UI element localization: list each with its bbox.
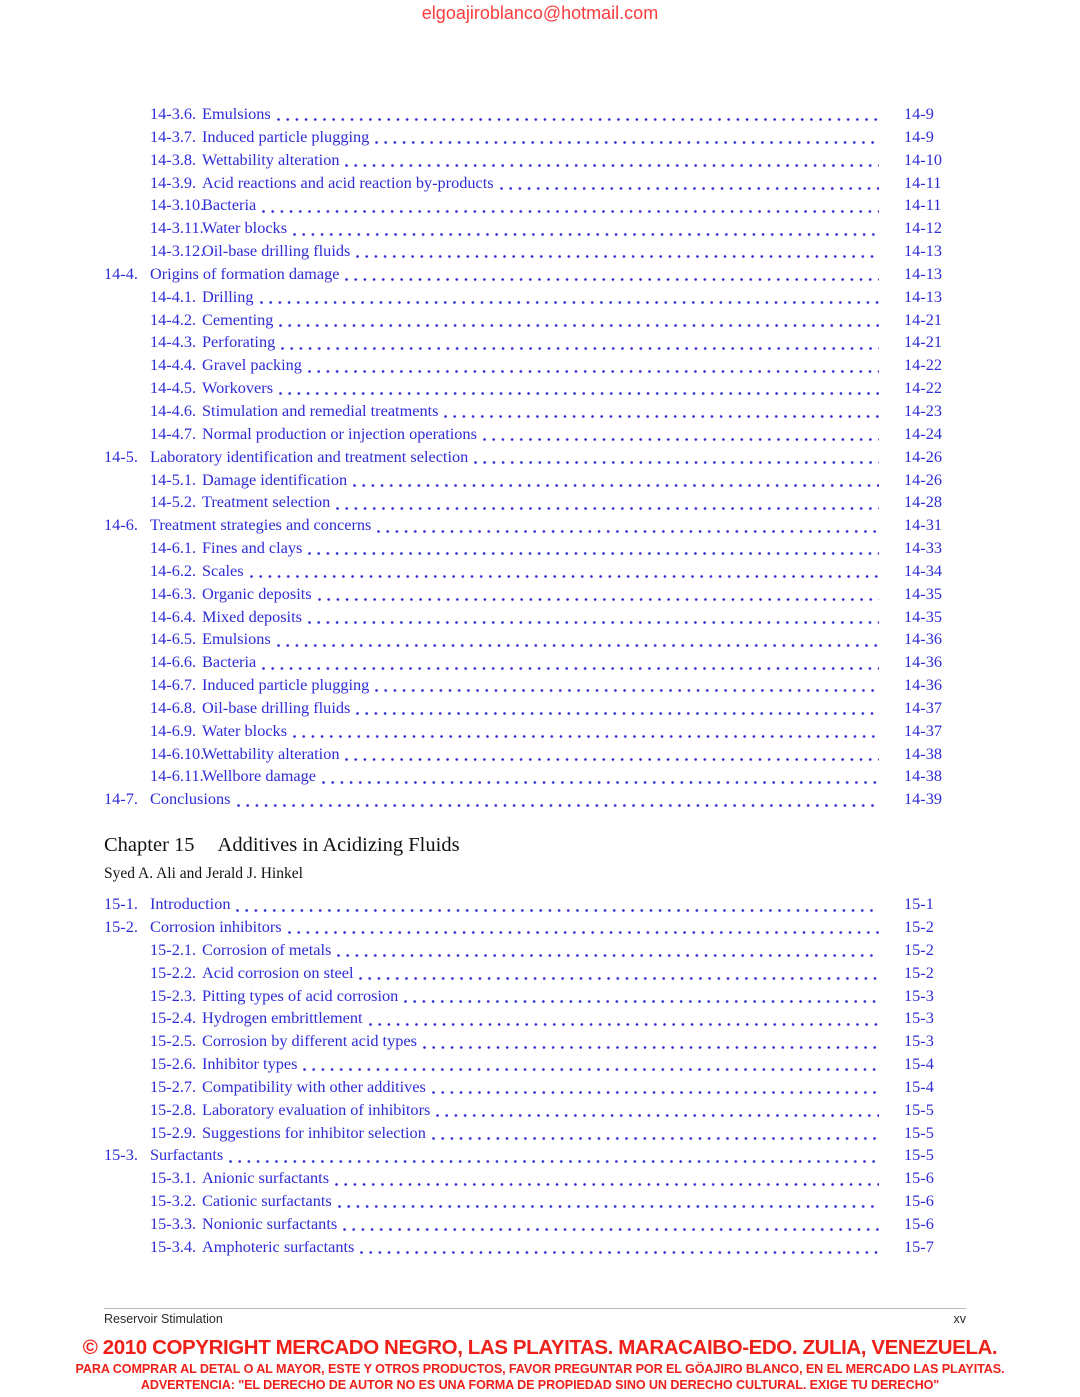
- toc-entry-title: Wellbore damage: [202, 766, 316, 786]
- toc-entry-number: 14-6.2.: [150, 560, 197, 580]
- toc-entry-number: 15-2.8.: [150, 1099, 197, 1119]
- toc-entry: [104, 674, 966, 697]
- toc-entry-page: 14-13: [904, 241, 942, 261]
- toc-entry-title: Pitting types of acid corrosion: [202, 985, 399, 1005]
- toc-entry-page: 15-5: [904, 1145, 934, 1165]
- toc-entry: [104, 939, 966, 962]
- toc-entry-number: 15-2.7.: [150, 1076, 197, 1096]
- toc-entry-title: Normal production or injection operations: [202, 423, 477, 443]
- toc-entry-number: 15-2.5.: [150, 1031, 197, 1051]
- toc-entry-page: 15-7: [904, 1236, 934, 1256]
- toc-entry-page: 14-37: [904, 720, 942, 740]
- chapter15-heading: [104, 832, 966, 858]
- toc-entry: [104, 560, 966, 583]
- toc-entry-page: 14-21: [904, 309, 942, 329]
- copyright-line2: PARA COMPRAR AL DETAL O AL MAYOR, ESTE Y OTROS PRODUCTOS, FAVOR PREGUNTAR POR EL GÖAJIRO BLANCO, EN EL MERCADO LAS PLAYITAS.: [75, 1362, 1005, 1376]
- dot-leader: [329, 1167, 879, 1190]
- toc-entry-number: 14-4.2.: [150, 309, 197, 329]
- toc-entry-page: 15-5: [904, 1122, 934, 1142]
- toc-entry-number: 14-6.8.: [150, 697, 197, 717]
- toc-entry: [104, 1099, 966, 1122]
- toc-entry-page: 15-4: [904, 1076, 934, 1096]
- toc-entry-page: 15-5: [904, 1099, 934, 1119]
- dot-leader: [316, 765, 879, 788]
- dot-leader: [287, 720, 879, 743]
- toc-entry-title: Hydrogen embrittlement: [202, 1008, 363, 1028]
- toc-entry-page: 14-36: [904, 675, 942, 695]
- toc-entry-page: 14-26: [904, 446, 942, 466]
- toc-entry-number: 14-3.10.: [150, 195, 205, 215]
- toc-entry-title: Suggestions for inhibitor selection: [202, 1122, 426, 1142]
- dot-leader: [354, 1236, 879, 1259]
- header-email: elgoajiroblanco@hotmail.com: [421, 3, 659, 23]
- toc-entry-title: Laboratory identification and treatment selection: [150, 446, 469, 466]
- toc-entry: [104, 240, 966, 263]
- dot-leader: [254, 286, 879, 309]
- dot-leader: [369, 674, 879, 697]
- toc-entry-number: 14-6.9.: [150, 720, 197, 740]
- toc-entry: [104, 893, 966, 916]
- dot-leader: [339, 263, 879, 286]
- toc-entry-page: 14-13: [904, 286, 942, 306]
- dot-leader: [371, 514, 879, 537]
- toc-entry-number: 14-3.6.: [150, 104, 197, 123]
- toc-entry-title: Nonionic surfactants: [202, 1213, 338, 1233]
- toc-entry: [104, 377, 966, 400]
- toc-entry: [104, 423, 966, 446]
- toc-entry: [104, 1167, 966, 1190]
- toc-entry-number: 14-5.1.: [150, 469, 197, 489]
- toc-entry-page: 15-2: [904, 962, 934, 982]
- toc-entry-page: 15-6: [904, 1213, 934, 1233]
- toc-entry-title: Corrosion by different acid types: [202, 1031, 417, 1051]
- dot-leader: [430, 1099, 879, 1122]
- toc-entry-number: 15-2.1.: [150, 939, 197, 959]
- toc-entry: [104, 286, 966, 309]
- dot-leader: [398, 985, 879, 1008]
- toc-entry-number: 15-3.1.: [150, 1168, 197, 1188]
- toc-entry-page: 14-23: [904, 400, 942, 420]
- toc-entry-page: 15-3: [904, 1008, 934, 1028]
- dot-leader: [330, 491, 879, 514]
- toc-entry: [104, 469, 966, 492]
- dot-leader: [494, 172, 879, 195]
- toc-entry-title: Acid reactions and acid reaction by-products: [202, 172, 494, 192]
- toc-entry-title: Cementing: [202, 309, 274, 329]
- toc-entry-title: Oil-base drilling fluids: [202, 697, 351, 717]
- toc-entry: [104, 194, 966, 217]
- toc-entry: [104, 514, 966, 537]
- toc-entry-title: Laboratory evaluation of inhibitors: [202, 1099, 431, 1119]
- toc-entry-page: 14-9: [904, 104, 934, 123]
- toc-entry-title: Drilling: [202, 286, 254, 306]
- toc-entry-number: 15-2.4.: [150, 1008, 197, 1028]
- toc-entry: [104, 126, 966, 149]
- toc-entry: [104, 583, 966, 606]
- toc-entry-number: 15-3.3.: [150, 1213, 197, 1233]
- toc-entry-title: Water blocks: [202, 720, 288, 740]
- toc-entry-page: 15-3: [904, 1031, 934, 1051]
- toc-entry-page: 14-13: [904, 263, 942, 283]
- toc-entry-page: 15-1: [904, 894, 934, 914]
- toc-entry-number: 14-4.5.: [150, 378, 197, 398]
- toc-entry: [104, 400, 966, 423]
- toc-entry: [104, 491, 966, 514]
- toc-entry: [104, 1076, 966, 1099]
- toc-entry: [104, 1144, 966, 1167]
- toc-entry-number: 14-3.11.: [150, 218, 204, 238]
- toc-entry-number: 14-3.8.: [150, 149, 197, 169]
- toc-entry-number: 14-5.2.: [150, 492, 197, 512]
- toc-entry-page: 14-11: [904, 172, 942, 192]
- toc-entry: [104, 537, 966, 560]
- toc-chapter15-list: [104, 893, 966, 1259]
- dot-leader: [244, 560, 879, 583]
- toc-entry: [104, 1007, 966, 1030]
- toc-entry-page: 14-33: [904, 538, 942, 558]
- toc-entry: [104, 103, 966, 126]
- dot-leader: [332, 1190, 879, 1213]
- toc-entry-title: Induced particle plugging: [202, 675, 370, 695]
- footer-divider: [104, 1308, 966, 1309]
- toc-entry-title: Compatibility with other additives: [202, 1076, 426, 1096]
- dot-leader: [231, 788, 879, 811]
- toc-entry-number: 14-5.: [104, 446, 138, 466]
- toc-entry-page: 14-28: [904, 492, 942, 512]
- toc-chapter14-list: [104, 103, 966, 811]
- toc-entry: [104, 446, 966, 469]
- dot-leader: [223, 1144, 879, 1167]
- dot-leader: [287, 217, 879, 240]
- dot-leader: [256, 194, 879, 217]
- toc-entry-number: 14-4.1.: [150, 286, 197, 306]
- toc-entry-title: Perforating: [202, 332, 276, 352]
- dot-leader: [363, 1007, 879, 1030]
- toc-entry-title: Gravel packing: [202, 355, 302, 375]
- toc-entry-page: 14-38: [904, 766, 942, 786]
- toc-entry-title: Fines and clays: [202, 538, 303, 558]
- toc-entry-number: 14-6.10.: [150, 743, 205, 763]
- toc-entry-page: 14-10: [904, 149, 942, 169]
- toc-entry-page: 14-26: [904, 469, 942, 489]
- copyright-block: [0, 1336, 1080, 1393]
- toc-entry-title: Oil-base drilling fluids: [202, 241, 351, 261]
- toc-entry-number: 14-6.3.: [150, 583, 197, 603]
- dot-leader: [275, 331, 879, 354]
- toc-entry-title: Acid corrosion on steel: [202, 962, 354, 982]
- toc-entry-number: 14-6.7.: [150, 675, 197, 695]
- toc-entry: [104, 1030, 966, 1053]
- toc-entry-title: Treatment strategies and concerns: [150, 515, 372, 535]
- dot-leader: [273, 309, 879, 332]
- toc-entry: [104, 962, 966, 985]
- toc-entry-page: 14-34: [904, 560, 942, 580]
- toc-entry-page: 14-21: [904, 332, 942, 352]
- dot-leader: [230, 893, 879, 916]
- toc-entry-page: 15-2: [904, 917, 934, 936]
- dot-leader: [337, 1213, 879, 1236]
- toc-entry-page: 15-6: [904, 1168, 934, 1188]
- page-footer: [104, 1312, 966, 1326]
- toc-entry-title: Organic deposits: [202, 583, 312, 603]
- toc-entry-number: 14-4.3.: [150, 332, 197, 352]
- toc-entry-title: Stimulation and remedial treatments: [202, 400, 439, 420]
- toc-entry-number: 15-2.3.: [150, 985, 197, 1005]
- toc-entry-number: 14-6.1.: [150, 538, 197, 558]
- toc-entry-page: 15-4: [904, 1054, 934, 1074]
- toc-entry-title: Workovers: [202, 378, 274, 398]
- toc-entry: [104, 628, 966, 651]
- toc-entry-number: 14-7.: [104, 789, 138, 809]
- toc-entry-page: 14-39: [904, 789, 942, 809]
- toc-entry: [104, 1122, 966, 1145]
- toc-entry-title: Origins of formation damage: [150, 263, 340, 283]
- toc-entry-title: Wettability alteration: [202, 149, 340, 169]
- toc-entry-page: 14-36: [904, 652, 942, 672]
- dot-leader: [339, 149, 879, 172]
- toc-entry: [104, 1236, 966, 1259]
- toc-entry: [104, 263, 966, 286]
- toc-entry: [104, 916, 966, 939]
- copyright-line3: ADVERTENCIA: "EL DERECHO DE AUTOR NO ES UNA FORMA DE PROPIEDAD SINO UN DERECHO CULTURAL. EXIGE TU DERECHO": [140, 1378, 940, 1392]
- toc-entry-title: Induced particle plugging: [202, 126, 370, 146]
- dot-leader: [477, 423, 879, 446]
- toc-entry: [104, 606, 966, 629]
- toc-entry-page: 14-31: [904, 515, 942, 535]
- toc-entry-number: 14-3.9.: [150, 172, 197, 192]
- toc-entry: [104, 1213, 966, 1236]
- dot-leader: [426, 1076, 879, 1099]
- dot-leader: [353, 962, 879, 985]
- toc-entry-page: 14-22: [904, 378, 942, 398]
- toc-entry-title: Amphoteric surfactants: [202, 1236, 355, 1256]
- toc-entry-title: Corrosion inhibitors: [150, 917, 282, 936]
- dot-leader: [350, 697, 879, 720]
- dot-leader: [297, 1053, 879, 1076]
- toc-entry: [104, 1053, 966, 1076]
- toc-entry-page: 14-36: [904, 629, 942, 649]
- toc-entry-page: 14-24: [904, 423, 942, 443]
- dot-leader: [282, 916, 879, 939]
- toc-entry-page: 15-3: [904, 985, 934, 1005]
- footer-book-title: Reservoir Stimulation: [104, 1312, 223, 1326]
- toc-entry-title: Emulsions: [202, 104, 271, 123]
- table-of-contents: [104, 103, 966, 1259]
- toc-entry-page: 14-35: [904, 606, 942, 626]
- dot-leader: [302, 606, 879, 629]
- dot-leader: [426, 1122, 879, 1145]
- toc-entry-number: 14-3.7.: [150, 126, 197, 146]
- toc-entry-number: 14-6.11.: [150, 766, 204, 786]
- toc-entry-number: 14-6.6.: [150, 652, 197, 672]
- chapter15-title: Additives in Acidizing Fluids: [217, 834, 460, 857]
- toc-entry-number: 15-2.6.: [150, 1054, 197, 1074]
- toc-entry-number: 14-6.5.: [150, 629, 197, 649]
- toc-entry-number: 15-3.2.: [150, 1191, 197, 1211]
- toc-entry: [104, 720, 966, 743]
- toc-entry-title: Surfactants: [150, 1145, 224, 1165]
- toc-entry-title: Inhibitor types: [202, 1054, 298, 1074]
- dot-leader: [468, 446, 879, 469]
- toc-entry: [104, 172, 966, 195]
- dot-leader: [331, 939, 879, 962]
- toc-entry-page: 15-2: [904, 939, 934, 959]
- dot-leader: [256, 651, 879, 674]
- toc-entry-number: 15-1.: [104, 894, 138, 914]
- toc-entry-page: 14-12: [904, 218, 942, 238]
- toc-entry-title: Treatment selection: [202, 492, 331, 512]
- toc-entry-title: Corrosion of metals: [202, 939, 332, 959]
- dot-leader: [271, 628, 879, 651]
- toc-entry-title: Damage identification: [202, 469, 348, 489]
- dot-leader: [438, 400, 879, 423]
- dot-leader: [417, 1030, 879, 1053]
- toc-entry: [104, 331, 966, 354]
- toc-entry-number: 15-2.9.: [150, 1122, 197, 1142]
- toc-entry-number: 15-3.4.: [150, 1236, 197, 1256]
- toc-entry-title: Wettability alteration: [202, 743, 340, 763]
- toc-entry: [104, 1190, 966, 1213]
- toc-entry: [104, 651, 966, 674]
- dot-leader: [271, 103, 879, 126]
- toc-entry-page: 15-6: [904, 1191, 934, 1211]
- dot-leader: [273, 377, 879, 400]
- toc-entry-title: Mixed deposits: [202, 606, 302, 626]
- dot-leader: [347, 469, 879, 492]
- toc-entry: [104, 149, 966, 172]
- toc-entry: [104, 217, 966, 240]
- toc-entry-title: Scales: [202, 560, 244, 580]
- toc-entry: [104, 354, 966, 377]
- toc-entry: [104, 985, 966, 1008]
- chapter15-number: Chapter 15: [104, 834, 195, 857]
- toc-entry-page: 14-22: [904, 355, 942, 375]
- dot-leader: [339, 743, 879, 766]
- toc-entry-title: Anionic surfactants: [202, 1168, 330, 1188]
- toc-entry-number: 14-3.12.: [150, 241, 205, 261]
- toc-entry-number: 14-4.7.: [150, 423, 197, 443]
- toc-entry-number: 14-4.: [104, 263, 138, 283]
- toc-entry-number: 14-6.4.: [150, 606, 197, 626]
- dot-leader: [302, 537, 879, 560]
- toc-entry-title: Water blocks: [202, 218, 288, 238]
- toc-entry-title: Emulsions: [202, 629, 271, 649]
- chapter15-authors: Syed A. Ali and Jerald J. Hinkel: [104, 865, 303, 883]
- toc-entry-page: 14-9: [904, 126, 934, 146]
- dot-leader: [312, 583, 879, 606]
- toc-entry: [104, 309, 966, 332]
- toc-entry: [104, 743, 966, 766]
- dot-leader: [369, 126, 879, 149]
- toc-entry-number: 14-6.: [104, 515, 138, 535]
- toc-entry-number: 15-3.: [104, 1145, 138, 1165]
- toc-entry: [104, 788, 966, 811]
- toc-entry: [104, 765, 966, 788]
- toc-entry-number: 14-4.6.: [150, 400, 197, 420]
- toc-entry-number: 14-4.4.: [150, 355, 197, 375]
- toc-entry-number: 15-2.2.: [150, 962, 197, 982]
- toc-entry-title: Conclusions: [150, 789, 231, 809]
- footer-page-number: xv: [953, 1312, 966, 1326]
- toc-entry-title: Bacteria: [202, 652, 257, 672]
- toc-entry-title: Cationic surfactants: [202, 1191, 332, 1211]
- toc-entry-page: 14-37: [904, 697, 942, 717]
- toc-entry-page: 14-35: [904, 583, 942, 603]
- toc-entry-number: 15-2.: [104, 917, 138, 936]
- dot-leader: [350, 240, 879, 263]
- dot-leader: [302, 354, 879, 377]
- toc-entry-title: Introduction: [150, 894, 231, 914]
- toc-entry: [104, 697, 966, 720]
- toc-entry-page: 14-38: [904, 743, 942, 763]
- toc-entry-page: 14-11: [904, 195, 942, 215]
- copyright-line1: © 2010 COPYRIGHT MERCADO NEGRO, LAS PLAYITAS. MARACAIBO-EDO. ZULIA, VENEZUELA.: [82, 1336, 998, 1359]
- toc-entry-title: Bacteria: [202, 195, 257, 215]
